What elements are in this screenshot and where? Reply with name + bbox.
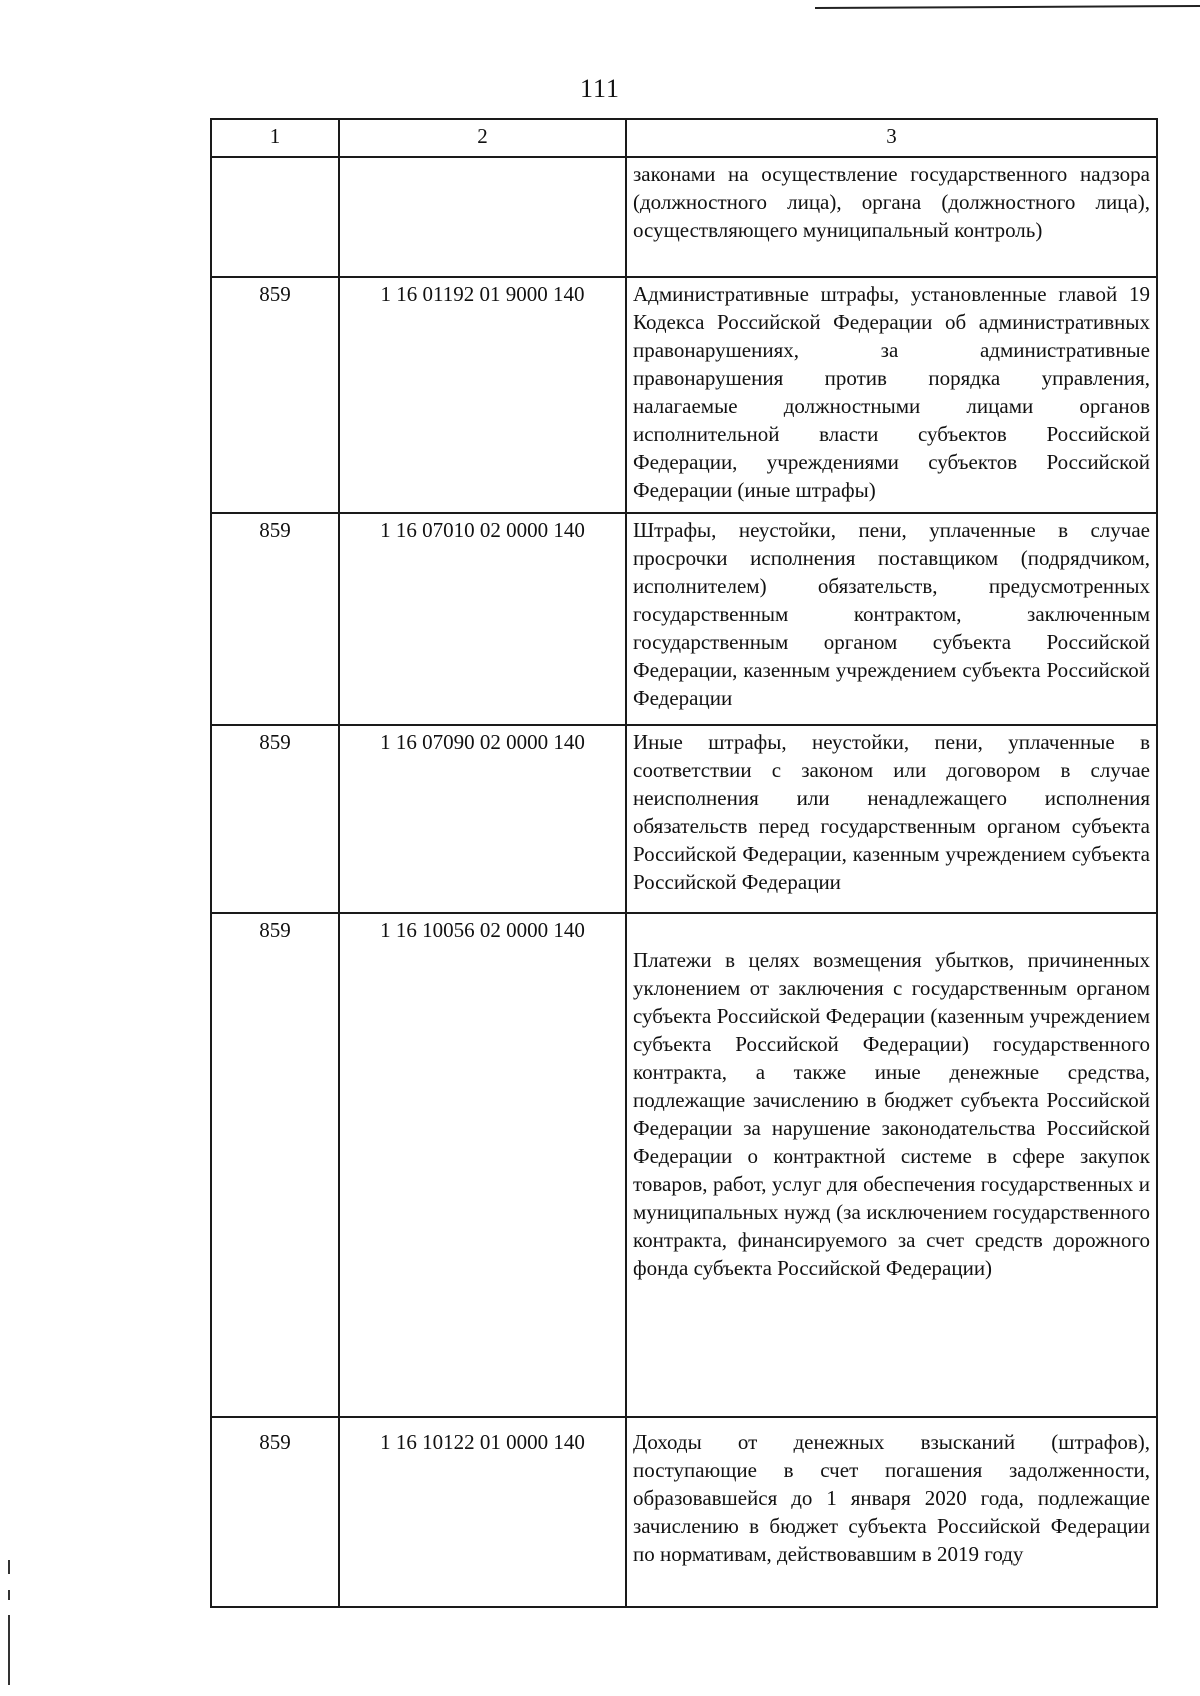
description-cell: [626, 513, 1157, 725]
admin-code-cell: 859: [211, 725, 339, 913]
table-row: [211, 513, 1157, 725]
description-text: Доходы от денежных взысканий (штрафов), поступающие в счет погашения задолженности, образовавшейся до 1 января 2020 года, подлежащие зачислению в бюджет субъекта Российской Федерации по нормативам, действовавшим в 2019 году: [633, 1430, 1150, 1566]
table-row: [211, 1417, 1157, 1607]
scan-artifact-mark: [8, 1560, 10, 1574]
revenue-code-cell: 1 16 07090 02 0000 140: [339, 725, 626, 913]
admin-code-cell: 859: [211, 513, 339, 725]
revenue-code-cell: 1 16 01192 01 9000 140: [339, 277, 626, 513]
admin-code-cell: 859: [211, 277, 339, 513]
column-header-2: 2: [339, 119, 626, 157]
page-number: 111: [579, 74, 621, 103]
revenue-code-cell: 1 16 07010 02 0000 140: [339, 513, 626, 725]
table-row: [211, 157, 1157, 277]
admin-code-cell: 859: [211, 913, 339, 1417]
column-header-1: 1: [211, 119, 339, 157]
description-text: законами на осуществление государственного надзора (должностного лица), органа (должностного лица), осуществляющего муниципальный контроль): [633, 162, 1150, 242]
description-cell: [626, 277, 1157, 513]
revenue-code-cell: [339, 157, 626, 277]
revenue-code-cell: 1 16 10122 01 0000 140: [339, 1417, 626, 1607]
description-cell: [626, 725, 1157, 913]
table-header-row: [211, 119, 1157, 157]
scan-artifact-mark: [8, 1590, 10, 1600]
scan-artifact-top-line: [815, 5, 1200, 9]
admin-code-cell: [211, 157, 339, 277]
description-text: Платежи в целях возмещения убытков, причиненных уклонением от заключения с государственным органом субъекта Российской Федерации (казенным учреждением субъекта Российской Федерации) государственного контракта, а также иные денежные средства, подлежащие зачислению в бюджет субъекта Российской Федерации за нарушение законодательства Российской Федерации о контрактной системе в сфере закупок товаров, работ, услуг для обеспечения государственных и муниципальных нужд (за исключением государственного контракта, финансируемого за счет средств дорожного фонда субъекта Российской Федерации): [633, 948, 1150, 1280]
column-header-3: 3: [626, 119, 1157, 157]
description-text: Иные штрафы, неустойки, пени, уплаченные в соответствии с законом или договором в случае неисполнения или ненадлежащего исполнения обязательств перед государственным органом субъекта Российской Федерации, казенным учреждением субъекта Российской Федерации: [633, 730, 1150, 894]
description-cell: [626, 1417, 1157, 1607]
description-text: Штрафы, неустойки, пени, уплаченные в случае просрочки исполнения поставщиком (подрядчиком, исполнителем) обязательств, предусмотренных государственным контрактом, заключенным государственным органом субъекта Российской Федерации, казенным учреждением субъекта Российской Федерации: [633, 518, 1150, 710]
revenue-code-cell: 1 16 10056 02 0000 140: [339, 913, 626, 1417]
scan-artifact-mark: [8, 1615, 10, 1685]
table-row: [211, 277, 1157, 513]
table-row: [211, 725, 1157, 913]
admin-code-cell: 859: [211, 1417, 339, 1607]
description-text: Административные штрафы, установленные главой 19 Кодекса Российской Федерации об административных правонарушениях, за административные правонарушения против порядка управления, налагаемые должностными лицами органов исполнительной власти субъектов Российской Федерации, учреждениями субъектов Российской Федерации (иные штрафы): [633, 282, 1150, 502]
description-cell: [626, 157, 1157, 277]
description-cell: [626, 913, 1157, 1417]
revenue-codes-table: [210, 118, 1158, 1608]
table-row: [211, 913, 1157, 1417]
